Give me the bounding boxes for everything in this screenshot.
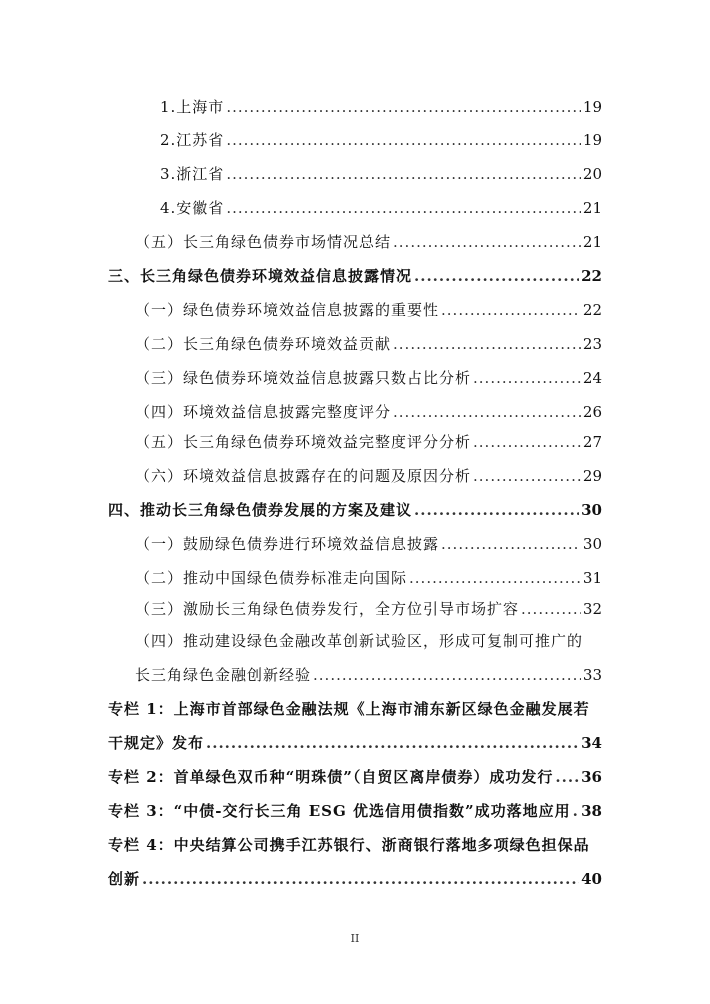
toc-entry-label: （六）环境效益信息披露存在的问题及原因分析 — [135, 467, 472, 485]
dot-leader — [414, 261, 579, 291]
toc-entry[interactable] — [135, 529, 602, 559]
toc-entry-label: （一）鼓励绿色债券进行环境效益信息披露 — [135, 535, 440, 553]
toc-entry-label: （三）激励长三角绿色债券发行，全方位引导市场扩容 — [135, 600, 520, 618]
dot-leader — [573, 796, 579, 826]
dot-leader — [521, 594, 581, 624]
toc-entry-label: （五）长三角绿色债券市场情况总结 — [135, 233, 392, 251]
toc-entry-page: 21 — [582, 199, 602, 217]
toc-entry-page: 26 — [582, 403, 602, 421]
toc-entry-label: 1.上海市 — [160, 98, 225, 116]
toc-entry-page: 21 — [582, 233, 602, 251]
toc-entry-page: 24 — [582, 369, 602, 387]
toc-entry-label: （一）绿色债券环境效益信息披露的重要性 — [135, 301, 440, 319]
toc-entry-page: 38 — [581, 802, 602, 820]
toc-entry-page: 22 — [582, 301, 602, 319]
toc-entry-label: （四）环境效益信息披露完整度评分 — [135, 403, 392, 421]
dot-leader — [441, 529, 581, 559]
toc-entry-page: 20 — [582, 165, 602, 183]
dot-leader — [206, 728, 579, 758]
page-number: II — [350, 932, 360, 945]
toc-entry-page: 34 — [581, 734, 602, 752]
dot-leader — [393, 329, 581, 359]
toc-entry-label: 2.江苏省 — [160, 131, 225, 149]
toc-entry-page: 30 — [582, 535, 602, 553]
toc-entry-page: 27 — [582, 433, 602, 451]
toc-entry-page: 30 — [581, 501, 602, 519]
toc-entry-label: 3.浙江省 — [160, 165, 225, 183]
dot-leader — [393, 397, 581, 427]
toc-entry-label: （二）长三角绿色债券环境效益贡献 — [135, 335, 392, 353]
dot-leader — [226, 159, 581, 189]
toc-entry-page: 19 — [582, 131, 602, 149]
toc-entry-label: （三）绿色债券环境效益信息披露只数占比分析 — [135, 369, 472, 387]
toc-entry-label: （五）长三角绿色债券环境效益完整度评分分析 — [135, 433, 472, 451]
toc-entry[interactable] — [160, 92, 602, 122]
toc-entry[interactable] — [160, 159, 602, 189]
dot-leader — [226, 125, 581, 155]
toc-entry-page: 32 — [582, 600, 602, 618]
toc-entry-page: 31 — [582, 569, 602, 587]
dot-leader — [393, 227, 581, 257]
toc-entry-page: 33 — [582, 666, 602, 684]
dot-leader — [473, 461, 581, 491]
toc-entry[interactable] — [135, 227, 602, 257]
dot-leader — [409, 563, 581, 593]
toc-entry-page: 22 — [581, 267, 602, 285]
toc-entry-page: 36 — [581, 768, 602, 786]
toc-entry-page: 23 — [582, 335, 602, 353]
toc-box[interactable] — [108, 762, 602, 792]
toc-entry-label: 专栏 2：首单绿色双币种“明珠债”（自贸区离岸债券）成功发行 — [108, 768, 554, 786]
toc-entry-page: 40 — [581, 870, 602, 888]
toc-entry[interactable] — [135, 594, 602, 624]
dot-leader — [414, 495, 579, 525]
toc-entry-label: 四、推动长三角绿色债券发展的方案及建议 — [108, 501, 413, 519]
toc-entry[interactable] — [135, 329, 602, 359]
dot-leader — [313, 660, 581, 690]
toc-entry-label: 干规定》发布 — [108, 734, 205, 752]
toc-entry-label: 专栏 3：“中债-交行长三角 ESG 优选信用债指数”成功落地应用 — [108, 802, 571, 820]
toc-entry[interactable] — [135, 461, 602, 491]
toc-entry[interactable] — [135, 427, 602, 457]
toc-entry-page: 19 — [582, 98, 602, 116]
toc-chapter[interactable] — [108, 261, 602, 291]
toc-entry[interactable] — [135, 660, 602, 690]
dot-leader — [226, 193, 581, 223]
toc-box[interactable] — [108, 728, 602, 758]
toc-box[interactable] — [108, 864, 602, 894]
toc-entry[interactable] — [135, 397, 602, 427]
toc-entry-label: （二）推动中国绿色债券标准走向国际 — [135, 569, 408, 587]
toc-entry[interactable] — [135, 363, 602, 393]
toc-entry-label: 4.安徽省 — [160, 199, 225, 217]
toc-entry-label: 三、长三角绿色债券环境效益信息披露情况 — [108, 267, 413, 285]
toc-entry-label-line1: （四）推动建设绿色金融改革创新试验区，形成可复制可推广的 — [135, 632, 584, 650]
dot-leader — [142, 864, 579, 894]
dot-leader — [555, 762, 579, 792]
toc-entry[interactable] — [160, 125, 602, 155]
toc-entry-label-line1: 专栏 4：中央结算公司携手江苏银行、浙商银行落地多项绿色担保品 — [108, 836, 590, 854]
toc-entry[interactable] — [135, 295, 602, 325]
dot-leader — [441, 295, 581, 325]
toc-entry-page: 29 — [582, 467, 602, 485]
toc-entry-label-line1: 专栏 1：上海市首部绿色金融法规《上海市浦东新区绿色金融发展若 — [108, 700, 590, 718]
toc-entry[interactable] — [160, 193, 602, 223]
toc-entry-label: 创新 — [108, 870, 141, 888]
toc-entry[interactable] — [135, 563, 602, 593]
toc-box[interactable] — [108, 796, 602, 826]
dot-leader — [473, 427, 581, 457]
toc-chapter[interactable] — [108, 495, 602, 525]
dot-leader — [226, 92, 581, 122]
dot-leader — [473, 363, 581, 393]
toc-entry-label: 长三角绿色金融创新经验 — [135, 666, 312, 684]
